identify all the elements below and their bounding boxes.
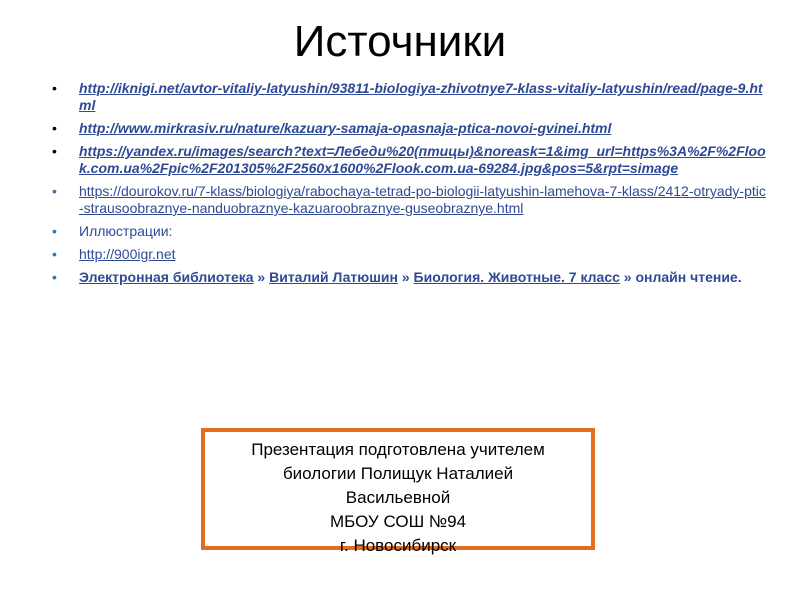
illustrations-label: Иллюстрации: (79, 223, 173, 239)
illustrations-item (52, 223, 767, 240)
bullet-icon: • (52, 120, 57, 136)
bullet-icon: • (52, 143, 57, 159)
source-link-mirkrasiv[interactable]: http://www.mirkrasiv.ru/nature/kazuary-samaja-opasnaja-ptica-novoi-gvinei.html (79, 120, 612, 136)
source-item (52, 183, 767, 217)
credit-line: Презентация подготовлена учителем (251, 440, 545, 459)
credit-city: г. Новосибирск (339, 536, 457, 555)
source-link-iknigi[interactable]: http://iknigi.net/avtor-vitaliy-latyushin/93811-biologiya-zhivotnye7-klass-vitaliy-latyushin/read/page-9.html (79, 80, 763, 113)
credit-box (201, 428, 595, 555)
bullet-icon: • (52, 80, 57, 96)
credit-school: МБОУ СОШ №94 (329, 512, 467, 531)
source-link-yandex[interactable]: https://yandex.ru/images/search?text=Лебеди%20(птицы)&noreask=1&img_url=https%3A%2F%2Flook.com.ua%2Fpic%2F201305%2F2560x1600%2Flook.com.ua-69284.jpg&pos=5&rpt=simage (79, 143, 766, 176)
credit-line: биологии Полищук Наталией (282, 464, 514, 483)
breadcrumb-book-link[interactable]: Биология. Животные. 7 класс (413, 269, 620, 285)
breadcrumb-library-link[interactable]: Электронная библиотека (79, 269, 254, 285)
breadcrumb-separator: » (397, 269, 414, 285)
bullet-icon: • (52, 223, 57, 239)
source-link-dourokov[interactable]: https://dourokov.ru/7-klass/biologiya/rabochaya-tetrad-po-biologii-latyushin-lamehova-7-klass/2412-otryady-ptic-strausoobraznye-nanduobraznye-kazuaroobraznye-guseobraznye.html (79, 183, 766, 216)
source-item (52, 120, 767, 137)
breadcrumb-separator: » (253, 269, 270, 285)
illustrations-source-item (52, 246, 767, 263)
breadcrumb-tail: » онлайн чтение. (619, 269, 742, 285)
breadcrumb-author-link[interactable]: Виталий Латюшин (269, 269, 398, 285)
illustrations-link[interactable]: http://900igr.net (79, 246, 176, 262)
breadcrumb (79, 269, 742, 285)
bullet-icon: • (52, 183, 57, 199)
sources-list (52, 80, 767, 292)
source-item (52, 80, 767, 114)
bullet-icon: • (52, 269, 57, 285)
bullet-icon: • (52, 246, 57, 262)
slide-title: Источники (293, 17, 507, 66)
source-item (52, 143, 767, 177)
breadcrumb-item (52, 269, 767, 286)
credit-line: Васильевной (345, 488, 451, 507)
